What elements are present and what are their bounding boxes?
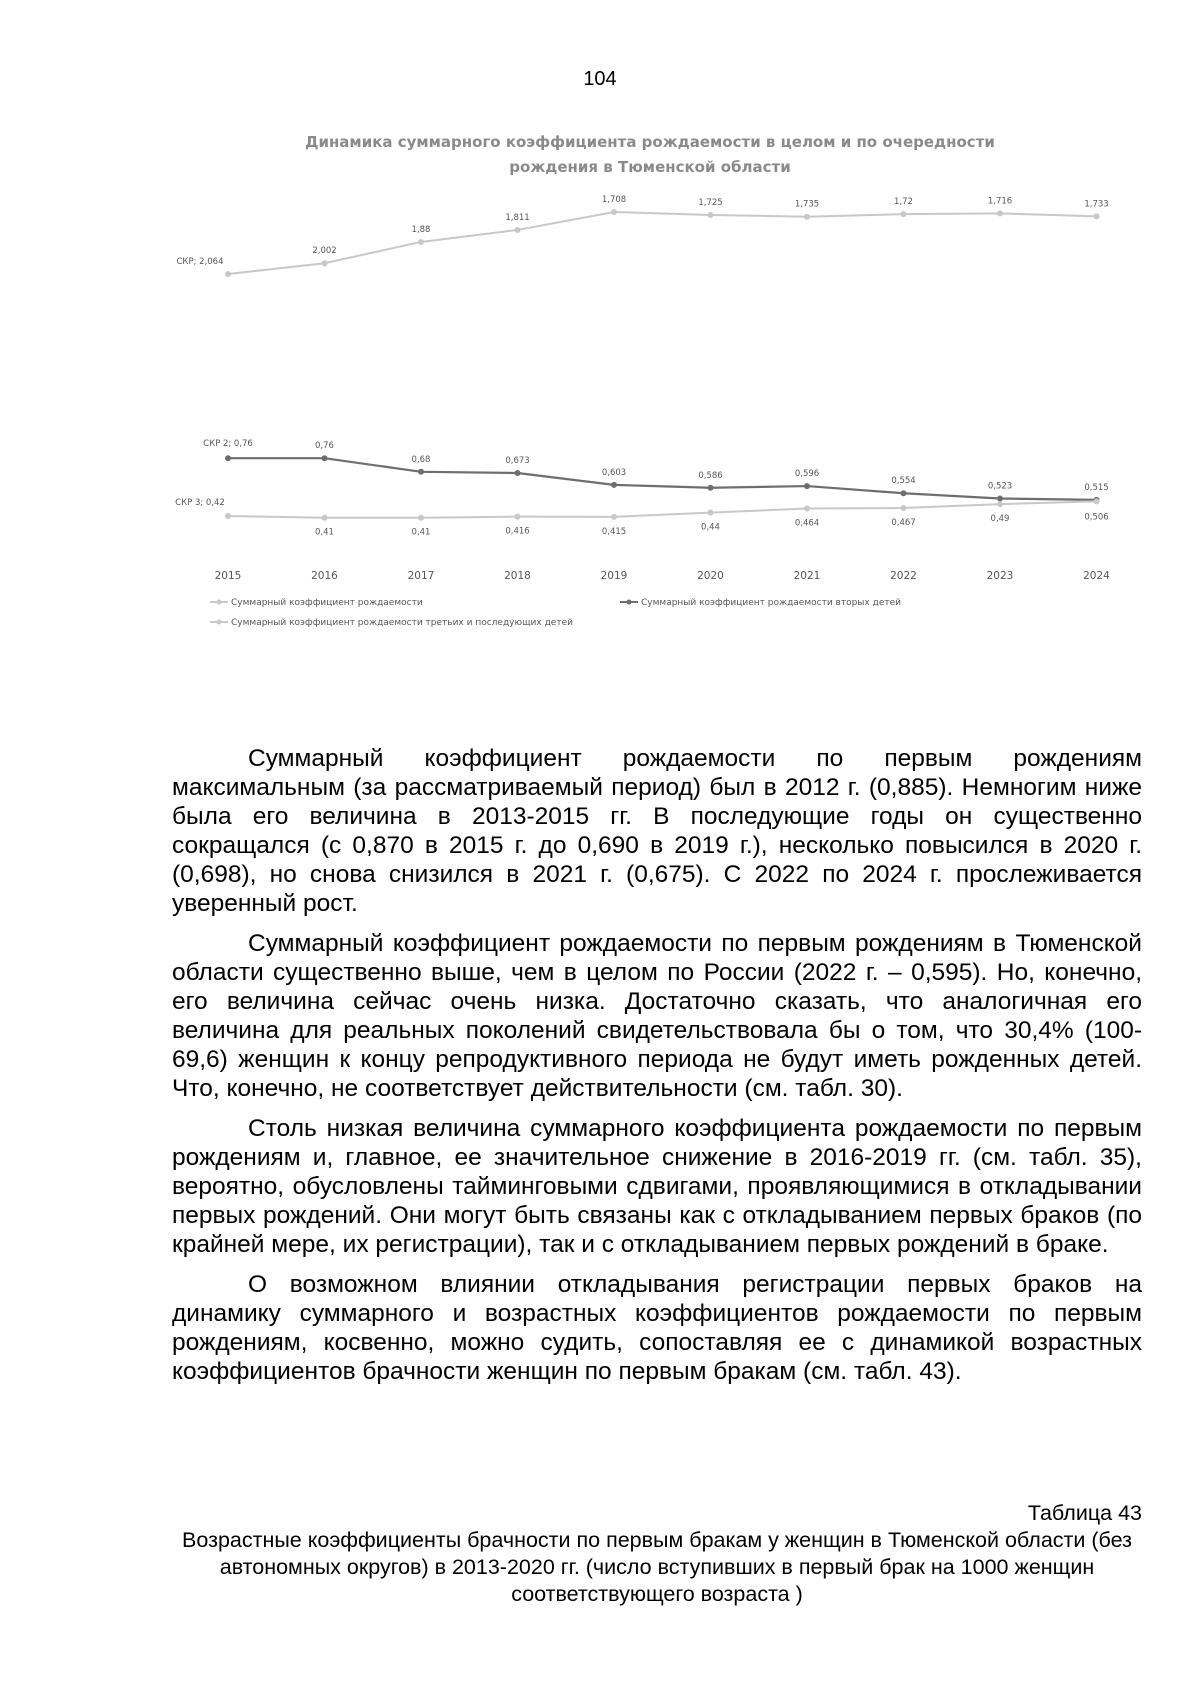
point-skr3	[611, 514, 617, 520]
point-skr	[708, 212, 714, 218]
data-label-skr2: 0,586	[698, 470, 723, 481]
x-tick-label: 2018	[504, 570, 531, 582]
data-label-skr: 1,72	[894, 197, 913, 208]
paragraph: Суммарный коэффициент рождаемости по первым рождениям в Тюменской области существенно выше, чем в целом по России (2022 г. – 0,595). Но, конечно, его величина сейчас очень низка. Достаточно сказать, что аналогичная его величина для реальных поколений свидетельствовала бы о том, что 30,4% (100-69,6) женщин к концу репродуктивного периода не будут иметь рожденных детей. Что, конечно, не соответствует действительности (см. табл. 30).	[172, 930, 1142, 1102]
x-tick-label: 2024	[1083, 570, 1110, 582]
body-text	[172, 744, 1142, 1397]
x-tick-label: 2015	[214, 570, 242, 582]
chart-title-line-1: Динамика суммарного коэффициента рождаемости в целом и по очередности	[305, 133, 995, 151]
data-label-skr2: 0,523	[987, 481, 1013, 492]
x-tick-label: 2020	[697, 570, 724, 582]
point-skr	[225, 271, 231, 277]
point-skr3	[708, 510, 714, 516]
point-skr2	[901, 490, 907, 496]
point-skr	[515, 227, 521, 233]
data-label-skr: СКР; 2,064	[176, 257, 224, 267]
data-label-skr3: 0,467	[891, 518, 916, 529]
data-label-skr: 1,725	[698, 197, 723, 208]
page-number: 104	[583, 68, 617, 90]
legend-marker	[217, 600, 222, 605]
data-label-skr3: 0,416	[505, 526, 530, 537]
data-label-skr3: 0,41	[315, 527, 334, 538]
point-skr3	[322, 515, 328, 521]
table-number: Таблица 43	[1027, 1501, 1142, 1525]
data-label-skr: 1,708	[601, 195, 627, 205]
point-skr	[997, 210, 1003, 216]
data-label-skr3: 0,506	[1084, 512, 1109, 523]
series-line-skr2	[228, 455, 1097, 500]
data-label-skr: 1,811	[505, 212, 530, 223]
data-label-skr2: СКР 2; 0,76	[203, 439, 253, 450]
data-label-skr: 2,002	[312, 246, 337, 257]
data-label-skr3: 0,49	[990, 514, 1010, 525]
point-skr2	[515, 470, 521, 476]
data-label-skr3: 0,41	[411, 527, 431, 538]
legend-label-skr2: Суммарный коэффициент рождаемости вторых детей	[641, 598, 901, 608]
point-skr3	[418, 515, 424, 521]
point-skr	[611, 209, 617, 215]
data-label-skr: 1,88	[411, 224, 431, 235]
point-skr3	[997, 501, 1003, 507]
table-title: Возрастные коэффициенты брачности по первым бракам у женщин в Тюменской области (без автономных округов) в 2013-2020 гг. (число вступивших в первый брак на 1000 женщин соответствующего возраста )	[182, 1528, 1132, 1606]
legend-label-skr3: Суммарный коэффициент рождаемости третьих и последующих детей	[231, 618, 573, 628]
x-tick-label: 2021	[793, 570, 821, 582]
series-line-skr3	[228, 501, 1097, 517]
data-label-skr2: 0,554	[891, 476, 916, 487]
point-skr	[901, 211, 907, 217]
x-tick-label: 2022	[890, 570, 917, 582]
point-skr3	[1094, 498, 1100, 504]
paragraph: Столь низкая величина суммарного коэффициента рождаемости по первым рождениям и, главное, ее значительное снижение в 2016-2019 гг. (см. табл. 35), вероятно, обусловлены тайминговыми сдвигами, проявляющимися в откладывании первых рождений. Они могут быть связаны как с откладыванием первых браков (по крайней мере, их регистрации), так и с откладыванием первых рождений в браке.	[172, 1115, 1142, 1258]
point-skr2	[804, 483, 810, 489]
x-tick-label: 2019	[600, 570, 628, 582]
point-skr2	[322, 455, 328, 461]
point-skr2	[997, 495, 1003, 501]
legend-marker	[217, 620, 222, 625]
data-label-skr: 1,735	[794, 199, 820, 210]
data-label-skr3: 0,464	[794, 518, 820, 529]
chart	[170, 130, 1130, 700]
table-caption	[172, 1500, 1142, 1608]
data-label-skr2: 0,603	[601, 467, 627, 478]
point-skr3	[901, 505, 907, 511]
point-skr	[418, 239, 424, 245]
data-label-skr: 1,733	[1084, 199, 1109, 210]
point-skr2	[611, 482, 617, 488]
point-skr3	[804, 506, 810, 512]
x-tick-label: 2023	[986, 570, 1014, 582]
legend-marker	[627, 600, 632, 605]
data-label-skr2: 0,68	[411, 454, 431, 465]
data-label-skr3: 0,415	[601, 526, 627, 537]
data-label-skr3: СКР 3; 0,42	[175, 498, 225, 508]
paragraph: О возможном влиянии откладывания регистрации первых браков на динамику суммарного и возрастных коэффициентов рождаемости по первым рождениям, косвенно, можно судить, сопоставляя ее с динамикой возрастных коэффициентов брачности женщин по первым бракам (см. табл. 43).	[172, 1271, 1142, 1385]
point-skr2	[418, 469, 424, 475]
point-skr3	[225, 513, 231, 519]
x-tick-label: 2016	[311, 570, 338, 582]
data-label-skr2: 0,515	[1084, 482, 1109, 493]
chart-canvas	[170, 130, 1130, 700]
legend-label-skr: Суммарный коэффициент рождаемости	[231, 598, 423, 608]
point-skr	[804, 214, 810, 220]
data-label-skr3: 0,44	[701, 522, 720, 533]
data-label-skr2: 0,673	[505, 455, 530, 466]
data-label-skr2: 0,76	[315, 441, 334, 452]
point-skr	[1094, 213, 1100, 219]
data-label-skr: 1,716	[987, 196, 1013, 207]
point-skr	[322, 260, 328, 266]
point-skr2	[225, 455, 231, 461]
point-skr2	[708, 485, 714, 491]
paragraph: Суммарный коэффициент рождаемости по первым рождениям максимальным (за рассматриваемый период) был в 2012 г. (0,885). Немногим ниже была его величина в 2013-2015 гг. В последующие годы он существенно сокращался (с 0,870 в 2015 г. до 0,690 в 2019 г.), несколько повысился в 2020 г. (0,698), но снова снизился в 2021 г. (0,675). С 2022 по 2024 г. прослеживается уверенный рост.	[172, 745, 1142, 917]
x-tick-label: 2017	[407, 570, 435, 582]
data-label-skr2: 0,596	[794, 469, 820, 480]
chart-title-line-2: рождения в Тюменской области	[509, 158, 791, 176]
series-line-skr	[228, 212, 1097, 274]
point-skr3	[515, 514, 521, 520]
